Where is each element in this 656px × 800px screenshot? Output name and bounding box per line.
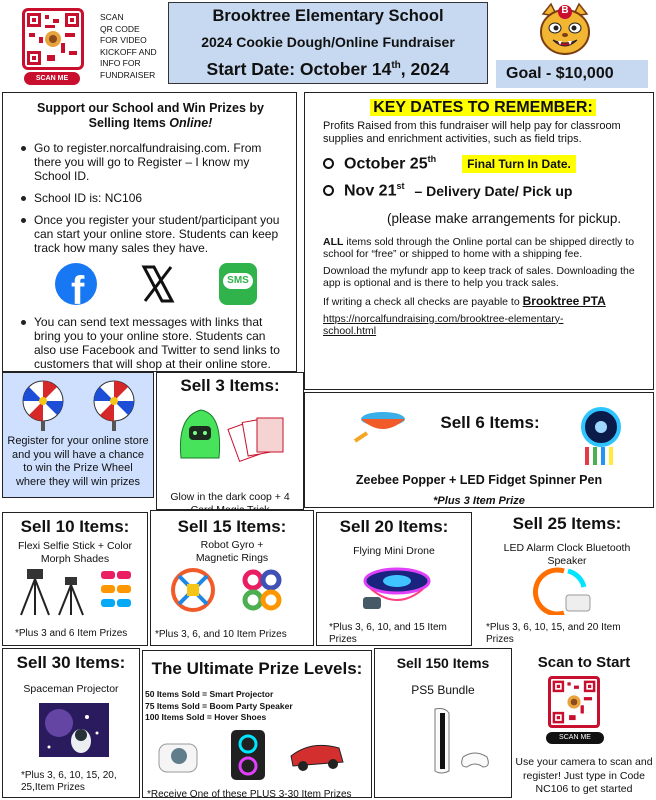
glow-coop-and-cards-icon	[161, 396, 301, 466]
prize-wheel-text: Register for your online store and you will have a chance to win the Prize Wheel where they will win prizes	[7, 435, 149, 488]
bullet-icon	[21, 218, 26, 223]
date1-text: October 25	[344, 155, 428, 173]
scan-instructions	[100, 12, 166, 81]
bullet-icon	[21, 196, 26, 201]
para-check-text: If writing a check all checks are payable to	[323, 295, 523, 308]
sms-label: SMS	[227, 275, 249, 286]
tier-150-prize: PS5 Bundle	[411, 683, 475, 697]
flying-drone-icon	[317, 561, 467, 615]
date2-sup: st	[396, 181, 405, 192]
register-qr-code[interactable]	[548, 676, 600, 728]
date-row-1	[323, 154, 643, 173]
tier-6-box	[304, 392, 654, 508]
circle-bullet-icon	[323, 185, 334, 196]
prize-wheel-box	[2, 372, 154, 498]
tier-15-prize: Robot Gyro + Magnetic Rings	[195, 539, 269, 564]
date2-text: Nov 21	[344, 182, 397, 200]
circle-bullet-icon	[323, 158, 334, 169]
date-row-2	[323, 181, 643, 200]
tier-30-title: Sell 30 Items:	[16, 653, 126, 672]
start-date-year: , 2024	[400, 59, 450, 79]
tier-25-prize: LED Alarm Clock Bluetooth Speaker	[503, 542, 631, 567]
tier-25-box	[480, 510, 654, 646]
bullet-text: You can send text messages with links that bring you to your online store. Students can also use Facebook and Twitter to send links to customers that will shop at their online store.	[34, 315, 280, 371]
tier-30-box	[2, 648, 140, 798]
key-dates-title-wrap	[323, 99, 643, 117]
selfie-stick-and-shades-icon	[5, 567, 145, 619]
scan-line: QR CODE	[100, 23, 140, 34]
ultimate-prizes-icon	[143, 726, 369, 784]
tier-150-title: Sell 150 Items	[396, 655, 490, 671]
tier-10-box	[2, 512, 148, 646]
tier-15-plus: *Plus 3, 6, and 10 Item Prizes	[155, 629, 287, 640]
online-heading-line2	[13, 116, 288, 131]
qr-pattern-icon	[551, 679, 597, 725]
check-payee: Brooktree PTA	[522, 293, 606, 308]
ultimate-plus: *Receive One of these PLUS 3-30 Item Prizes	[147, 788, 352, 800]
facebook-icon[interactable]: f	[55, 263, 97, 305]
mascot-letter: B	[561, 5, 569, 16]
scan-to-start-box	[514, 648, 654, 798]
scan-line: SCAN	[100, 12, 124, 22]
tier-10-prize: Flexi Selfie Stick + Color Morph Shades	[17, 540, 133, 565]
bullet-icon	[21, 320, 26, 325]
tier-25-title: Sell 25 Items:	[512, 514, 622, 533]
header-scan-me-badge[interactable]: SCAN ME	[24, 72, 80, 85]
tier-6-title: Sell 6 Items:	[440, 413, 540, 432]
spaceman-projector-icon	[39, 703, 109, 757]
tier-10-plus: *Plus 3 and 6 Item Prizes	[15, 628, 128, 639]
title-banner	[168, 2, 488, 84]
start-date-sup: th	[391, 60, 401, 72]
school-name: Brooktree Elementary School	[212, 7, 444, 25]
para-shipping	[323, 236, 643, 260]
bullet-icon	[21, 146, 26, 151]
final-turn-in-note: Final Turn In Date.	[462, 155, 576, 173]
online-heading	[13, 101, 288, 131]
tier-3-box	[156, 372, 304, 510]
scan-line: KICKOFF AND	[100, 46, 157, 57]
prize-wheel-icon	[21, 379, 65, 433]
tier-20-plus: *Plus 3, 6, 10, and 15 Item Prizes	[329, 622, 447, 645]
robot-gyro-and-rings-icon	[157, 564, 307, 618]
led-fidget-spinner-pen-icon	[571, 405, 631, 467]
ultimate-prize-box	[142, 650, 372, 798]
delivery-note: – Delivery Date/ Pick up	[414, 182, 573, 199]
scan-to-start-title: Scan to Start	[537, 654, 631, 671]
ps5-console-icon	[427, 707, 497, 777]
tier-150-box	[374, 648, 512, 798]
qr-pattern-icon	[25, 11, 81, 67]
tier-6-plus: *Plus 3 Item Prize	[433, 495, 525, 507]
zeebee-popper-icon	[351, 405, 411, 453]
led-alarm-clock-speaker-icon	[480, 567, 650, 615]
prize-wheels	[7, 379, 149, 433]
tier-30-plus: *Plus 3, 6, 10, 15, 20, 25,Item Prizes	[21, 770, 117, 793]
online-heading-text: Selling Items	[88, 116, 170, 130]
online-bullet	[21, 191, 288, 205]
date1	[344, 154, 436, 173]
ultimate-levels	[145, 689, 371, 724]
scan-to-start-text: Use your camera to scan and register! Just type in Code NC106 to get started	[515, 756, 653, 795]
tier-30-prize: Spaceman Projector	[23, 683, 119, 695]
ultimate-level: 75 Items Sold = Boom Party Speaker	[145, 700, 293, 711]
online-selling-box	[2, 92, 297, 372]
sms-icon[interactable]	[219, 263, 257, 305]
start-date-text: Start Date: October 14	[206, 59, 392, 79]
online-bullet	[21, 213, 288, 255]
para-check	[323, 295, 643, 308]
goal-banner: Goal - $10,000	[496, 60, 648, 88]
key-dates-intro: Profits Raised from this fundraiser will help pay for classroom supplies and enrichment activities, such as field trips.	[323, 120, 621, 145]
para-shipping-bold: ALL	[323, 235, 344, 248]
tier-15-box	[150, 510, 314, 646]
tier-3-prize: Glow in the dark coop + 4	[170, 491, 290, 503]
mascot-logo	[535, 2, 595, 58]
header-qr-code[interactable]	[22, 8, 84, 70]
scan-line: FUNDRAISER	[100, 69, 156, 80]
tier-15-title: Sell 15 Items:	[177, 517, 287, 536]
tier-20-box	[316, 512, 472, 646]
ultimate-level: 50 Items Sold = Smart Projector	[145, 689, 274, 699]
online-bullet	[21, 141, 288, 183]
register-scan-me-badge[interactable]: SCAN ME	[546, 732, 604, 744]
tier-25-plus: *Plus 3, 6, 10, 15, and 20 Item Prizes	[486, 622, 621, 645]
bullet-text: Once you register your student/participant you can start your online store. Students can keep track how many sales they have.	[34, 213, 280, 255]
tier-20-title: Sell 20 Items:	[339, 517, 449, 536]
date2	[344, 181, 404, 200]
ultimate-title: The Ultimate Prize Levels:	[151, 659, 363, 678]
key-dates-box	[304, 92, 654, 390]
tier-20-prize: Flying Mini Drone	[353, 545, 435, 557]
scan-line: INFO FOR	[100, 58, 141, 68]
start-date	[169, 59, 487, 80]
tier-3-title: Sell 3 Items:	[180, 376, 280, 395]
date1-sup: th	[427, 154, 437, 164]
x-twitter-icon[interactable]	[141, 265, 175, 303]
online-bullet	[21, 315, 288, 371]
para-app: Download the myfundr app to keep track of sales. Downloading the app is optional and is there to help you track sales.	[323, 264, 635, 289]
online-heading-line1: Support our School and Win Prizes by	[37, 101, 264, 115]
arrangements-note: (please make arrangements for pickup.	[387, 210, 622, 226]
bullet-text: Go to register.norcalfundraising.com. From there you will go to Register – I know my School ID.	[34, 141, 262, 183]
key-dates-title: KEY DATES TO REMEMBER:	[370, 99, 596, 116]
scan-line: FOR VIDEO	[100, 35, 147, 45]
para-shipping-text: items sold through the Online portal can be shipped directly to school for “free” or shipped to home with a shipping fee.	[323, 235, 635, 260]
bullet-text: School ID is: NC106	[34, 191, 143, 205]
online-heading-em: Online!	[169, 116, 213, 130]
tier-10-title: Sell 10 Items:	[20, 517, 130, 536]
social-icons	[55, 263, 288, 305]
school-store-link[interactable]: https://norcalfundraising.com/brooktree-elementary-school.html	[323, 312, 564, 337]
prize-wheel-icon	[92, 379, 136, 433]
fundraiser-title: 2024 Cookie Dough/Online Fundraiser	[201, 34, 455, 50]
tier-6-prize: Zeebee Popper + LED Fidget Spinner Pen	[355, 473, 603, 487]
ultimate-level: 100 Items Sold = Hover Shoes	[145, 712, 267, 722]
